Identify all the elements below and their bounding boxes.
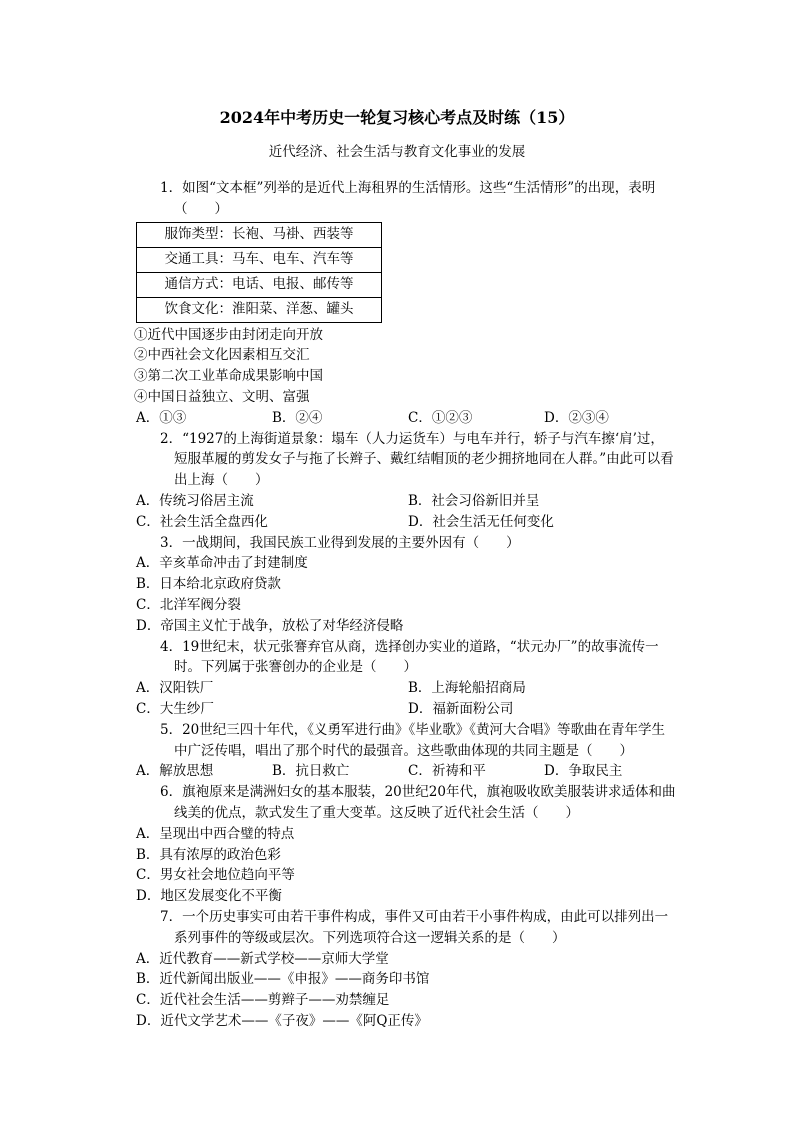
info-table (136, 222, 382, 323)
options-row (136, 491, 676, 512)
question-stem: 4．19世纪末，状元张謇弃官从商，选择创办实业的道路，“状元办厂”的故事流传一时。下列属于张謇创办的企业是（ ） (160, 638, 659, 676)
option-b[interactable]: B．具有浓厚的政治色彩 (136, 846, 281, 863)
option-a[interactable]: A．呈现出中西合璧的特点 (136, 825, 295, 842)
question-stem: 6．旗袍原来是满洲妇女的基本服装，20世纪20年代，旗袍吸收欧美服装讲求适体和曲线美的优点，款式发生了重大变革。这反映了近代社会生活（ ） (160, 784, 676, 821)
option-c[interactable]: C．近代社会生活——剪辫子——劝禁缠足 (136, 992, 390, 1009)
info-row: 通信方式：电话、电报、邮传等 (137, 272, 382, 297)
option-b[interactable]: B．日本给北京政府贷款 (136, 576, 281, 593)
question-7 (136, 907, 676, 1032)
question-stem: 1．如图“文本框”列举的是近代上海租界的生活情形。这些“生活情形”的出现，表明（ ） (160, 180, 656, 217)
option-d[interactable]: D．争取民主 (544, 763, 623, 780)
option-d[interactable]: D．社会生活无任何变化 (408, 513, 554, 530)
question-stem: 5．20世纪三四十年代，《义勇军进行曲》《毕业歌》《黄河大合唱》等歌曲在青年学生中广泛传唱，唱出了那个时代的最强音。这些歌曲体现的共同主题是（ ） (160, 721, 666, 759)
page-subtitle: 近代经济、社会生活与教育文化事业的发展 (268, 144, 526, 160)
question-stem: 7．一个历史事实可由若干事件构成，事件又可由若干小事件构成，由此可以排列出一系列事件的等级或层次。下列选项符合这一逻辑关系的是（ ） (160, 908, 669, 946)
options-row (136, 699, 676, 720)
option-a[interactable]: A．汉阳铁厂 (136, 680, 214, 697)
option-c[interactable]: C．社会生活全盘西化 (136, 513, 268, 530)
statement: ②中西社会文化因素相互交汇 (134, 347, 310, 364)
option-b[interactable]: B．上海轮船招商局 (408, 680, 526, 697)
statement: ①近代中国逐步由封闭走向开放 (134, 326, 323, 343)
question-2 (136, 429, 676, 533)
option-a[interactable]: A．传统习俗居主流 (136, 492, 254, 509)
option-a[interactable]: A．辛亥革命冲击了封建制度 (136, 555, 308, 572)
option-b[interactable]: B．社会习俗新旧并呈 (408, 492, 540, 509)
option-c[interactable]: C．祈祷和平 (408, 763, 486, 780)
options-row (136, 512, 676, 533)
options-row (136, 761, 676, 782)
question-5 (136, 720, 676, 782)
option-d[interactable]: D．②③④ (544, 409, 609, 426)
statement: ④中国日益独立、文明、富强 (134, 388, 310, 405)
question-1 (136, 178, 676, 429)
option-b[interactable]: B．抗日救亡 (272, 763, 350, 780)
statement: ③第二次工业革命成果影响中国 (134, 368, 323, 385)
option-a[interactable]: A．①③ (136, 409, 187, 426)
info-row: 饮食文化：淮阳菜、洋葱、罐头 (137, 297, 382, 322)
option-d[interactable]: D．地区发展变化不平衡 (136, 888, 282, 905)
options-row (136, 408, 676, 429)
option-d[interactable]: D．福新面粉公司 (408, 700, 514, 717)
question-stem: 2．“1927的上海街道景象：塌车（人力运货车）与电车并行，轿子与汽车擦‘肩’过，短服革履的剪发女子与拖了长辫子、戴红结帽顶的老少拥挤地同在人群。”由此可以看出上海（ ） (160, 430, 674, 489)
option-c[interactable]: C．北洋军阀分裂 (136, 596, 241, 613)
question-6 (136, 782, 676, 907)
question-4 (136, 637, 676, 720)
option-d[interactable]: D．帝国主义忙于战争，放松了对华经济侵略 (136, 617, 404, 634)
option-c[interactable]: C．①②③ (408, 409, 473, 426)
option-c[interactable]: C．大生纱厂 (136, 700, 214, 717)
page-title: 2024年中考历史一轮复习核心考点及时练（15） (219, 108, 575, 127)
option-d[interactable]: D．近代文学艺术——《子夜》——《阿Q正传》 (136, 1012, 428, 1029)
question-stem: 3．一战期间，我国民族工业得到发展的主要外因有（ ） (160, 534, 520, 551)
question-list (136, 178, 676, 1032)
info-row: 交通工具：马车、电车、汽车等 (137, 247, 382, 272)
option-a[interactable]: A．近代教育——新式学校——京师大学堂 (136, 950, 389, 967)
option-a[interactable]: A．解放思想 (136, 763, 214, 780)
option-b[interactable]: B．②④ (272, 409, 323, 426)
option-c[interactable]: C．男女社会地位趋向平等 (136, 867, 295, 884)
info-row: 服饰类型：长袍、马褂、西装等 (137, 222, 382, 247)
question-3 (136, 533, 676, 637)
option-b[interactable]: B．近代新闻出版业——《申报》——商务印书馆 (136, 971, 430, 988)
options-row (136, 678, 676, 699)
